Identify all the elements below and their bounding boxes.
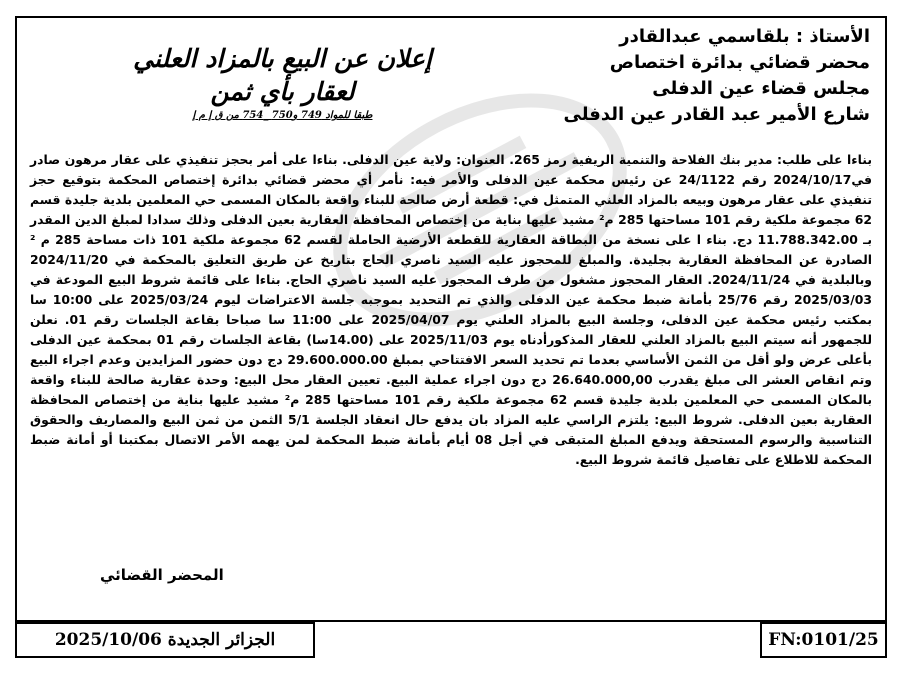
reference-code-box xyxy=(760,622,887,658)
headline-subtitle: لعقار بأي ثمن xyxy=(210,77,355,106)
headline-title: إعلان عن البيع بالمزاد العلني xyxy=(133,44,432,73)
notice-body-text: بناءا على طلب: مدير بنك الفلاحة والتنمية الريفية رمز 265. العنوان: ولاية عين الدفلى. بناءا على أمر بحجز تنفيذي على عقار مرهون صادر في2024/10/17 رقم 24/1122 عن رئيس محكمة عين الدفلى والأمر فيه: نأمر أي محضر قضائي بدائرة إختصاص المحكمة بتوقيع حجز تنفيذي على عقار مرهون وبيعه بالمزاد العلني المتمثل في: قطعة أرض صالحة للبناء واقعة بالمكان المسمى حي المعلمين بلدية جليدة قسم 62 مجموعة ملكية رقم 101 مساحتها 285 م² مشيد عليها بناية من إختصاص المحافظة العقارية بعين الدفلى وذلك سدادا لمبلغ الدين المقدر بـ 11.788.342.00 دج. بناء ا على نسخة من البطاقة العقارية للقطعة الأرضية الحاملة لقسم 62 مجموعة ملكية 101 ذات مساحة 285 م ² الصادرة عن المحافظة العقارية بجليدة. والمبلغ للمحجوز عليه السيد ناصري الحاج بتاريخ عن طريق التعليق بالمحكمة في 2024/11/20 وبالبلدية في 2024/11/24. العقار المحجوز مشغول من طرف المحجوز عليه السيد ناصري الحاج. بناءا على قائمة شروط البيع المودعة في 2025/03/03 رقم 25/76 بأمانة ضبط محكمة عين الدفلى والذي تم التحديد بموجبه جلسة الاعتراضات ليوم 2025/03/24 على 10:00 سا بمكتب رئيس محكمة عين الدفلى، وجلسة البيع بالمزاد العلني يوم 2025/04/07 على 11:00 سا صباحا بقاعة الجلسات رقم 01. نعلن للجمهور أنه سيتم البيع بالمزاد العلني للعقار المذكورأدناه يوم 2025/11/03 على (14.00سا) بقاعة الجلسات رقم 01 بمحكمة عين الدفلى بأعلى عرض ولو أقل من الثمن الأساسي بعدما تم تحديد السعر الافتتاحي بمبلغ 29.600.000.00 دج دون حضور المزايدين وعدم اجراء البيع وتم انقاص العشر الى مبلغ يقدرب 26.640.000,00 دج دون اجراء عملية البيع. تعيين العقار محل البيع: وحدة عقارية صالحة للبناء واقعة بالمكان المسمى حي المعلمين بلدية جليدة قسم 62 مجموعة ملكية رقم 101 مساحتها 285 م² مشيد عليها بناية من إختصاص المحافظة العقارية بعين الدفلى. شروط البيع: يلتزم الراسي عليه المزاد بان يدفع حال انعقاد الجلسة 5/1 الثمن من ثمن البيع والمصاريف والحقوق التناسبية والرسوم المستحقة ويدفع المبلغ المتبقى في أجل 08 أيام بأمانة ضبط المحكمة لمن يهمه الأمر الاتصال بمكتبنا أو أمانة ضبط المحكمة للاطلاع على تفاصيل قائمة شروط البيع. xyxy=(30,152,873,467)
author-name: الأستاذ : بلقاسمي عبدالقادر xyxy=(619,26,870,47)
headline-legal-reference: طبقا للمواد 749 و750 _754 من ق إ م إ xyxy=(192,110,373,121)
reference-code: FN:0101/25 xyxy=(768,630,879,650)
signature: المحضر القضائي xyxy=(100,566,224,584)
newspaper-date: الجزائر الجديدة 2025/10/06 xyxy=(54,630,276,650)
author-block xyxy=(540,24,870,128)
author-address: شارع الأمير عبد القادر عين الدفلى xyxy=(563,104,870,125)
author-title: محضر قضائي بدائرة اختصاص xyxy=(609,52,870,73)
notice-headline xyxy=(95,42,470,123)
notice-body xyxy=(30,150,872,470)
author-court: مجلس قضاء عين الدفلى xyxy=(652,78,870,99)
newspaper-date-box xyxy=(15,622,315,658)
